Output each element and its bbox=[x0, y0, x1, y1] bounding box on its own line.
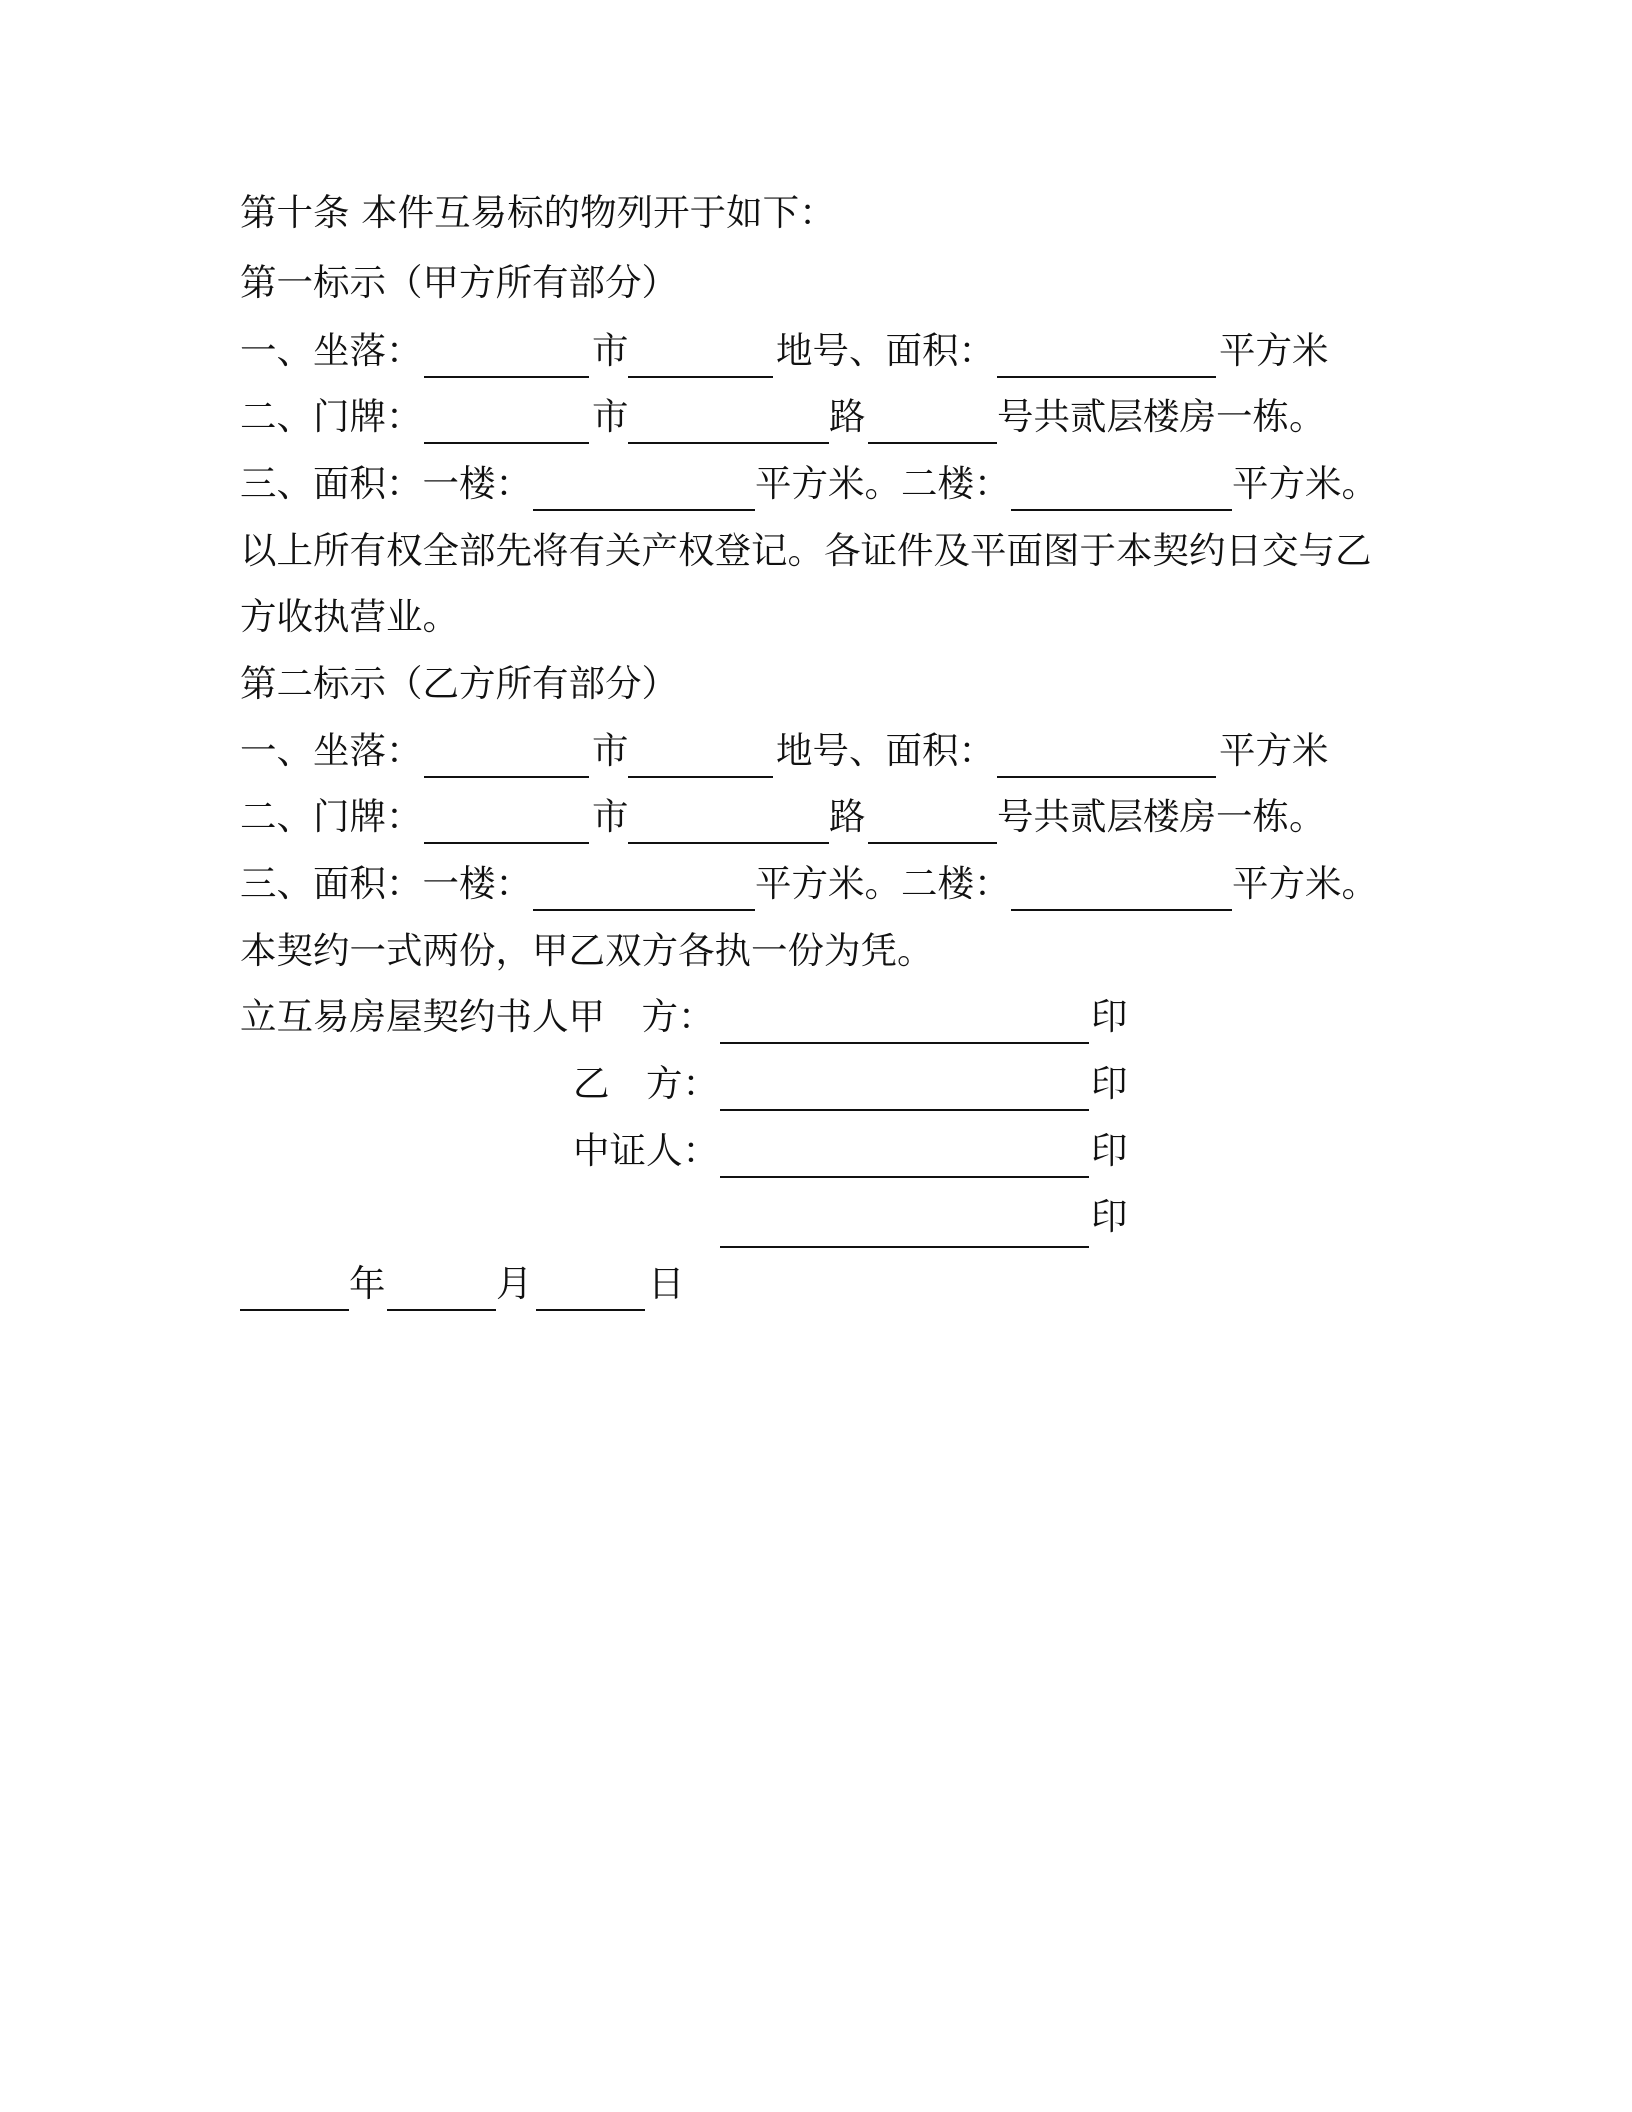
ownership-note-row-1 bbox=[0, 526, 1632, 582]
seal-mark: 印 bbox=[1091, 1129, 1128, 1172]
witness-signature-row bbox=[0, 1126, 1632, 1182]
lot-number-blank bbox=[628, 326, 773, 378]
floor-area-tail: 平方米。 bbox=[1232, 862, 1378, 905]
schedule-1-location-row bbox=[0, 326, 1632, 382]
copies-clause: 本契约一式两份，甲乙双方各执一份为凭。 bbox=[240, 929, 934, 972]
city-suffix: 市 bbox=[592, 795, 629, 838]
city-blank bbox=[424, 726, 589, 778]
schedule-1-door-plate-row bbox=[0, 392, 1632, 448]
road-blank bbox=[628, 792, 829, 844]
city-suffix: 市 bbox=[592, 729, 629, 772]
house-number-blank bbox=[868, 792, 997, 844]
date-row bbox=[0, 1259, 1632, 1315]
area-unit: 平方米 bbox=[1219, 329, 1329, 372]
party-a-signature-row bbox=[0, 992, 1632, 1048]
road-blank bbox=[628, 392, 829, 444]
city-suffix: 市 bbox=[592, 395, 629, 438]
schedule-2-title: 第二标示（乙方所有部分） bbox=[240, 662, 678, 705]
schedule-1-title: 第一标示（甲方所有部分） bbox=[240, 261, 678, 304]
seal-mark: 印 bbox=[1091, 1062, 1128, 1105]
witness-label: 中证人： bbox=[573, 1129, 719, 1172]
schedule-1-title-row bbox=[0, 258, 1632, 314]
party-b-label: 乙 方： bbox=[573, 1062, 719, 1105]
door-plate-tail: 号共贰层楼房一栋。 bbox=[997, 395, 1326, 438]
floor-area-middle: 平方米。二楼： bbox=[755, 862, 1011, 905]
road-suffix: 路 bbox=[829, 395, 866, 438]
location-label: 一、坐落： bbox=[240, 329, 423, 372]
ownership-note-row-2 bbox=[0, 592, 1632, 648]
seal-mark: 印 bbox=[1091, 1195, 1128, 1238]
schedule-2-location-row bbox=[0, 726, 1632, 782]
ownership-note-line-2: 方收执营业。 bbox=[240, 595, 459, 638]
door-plate-label: 二、门牌： bbox=[240, 795, 423, 838]
schedule-2-door-plate-row bbox=[0, 792, 1632, 848]
article-heading: 第十条 本件互易标的物列开于如下： bbox=[240, 191, 836, 234]
lot-area-label: 地号、面积： bbox=[776, 329, 995, 372]
area-unit: 平方米 bbox=[1219, 729, 1329, 772]
party-a-signature-blank bbox=[720, 992, 1089, 1044]
month-blank bbox=[387, 1259, 496, 1311]
house-number-blank bbox=[868, 392, 997, 444]
day-blank bbox=[536, 1259, 645, 1311]
party-a-label: 立互易房屋契约书人甲 方： bbox=[240, 995, 715, 1038]
lot-area-label: 地号、面积： bbox=[776, 729, 995, 772]
year-blank bbox=[240, 1259, 349, 1311]
seal-mark: 印 bbox=[1091, 995, 1128, 1038]
article-heading-row bbox=[0, 188, 1632, 244]
road-suffix: 路 bbox=[829, 795, 866, 838]
floor-area-label: 三、面积：一楼： bbox=[240, 862, 532, 905]
lot-number-blank bbox=[628, 726, 773, 778]
day-label: 日 bbox=[648, 1262, 685, 1305]
area-blank bbox=[997, 726, 1216, 778]
city-suffix: 市 bbox=[592, 329, 629, 372]
ownership-note-line-1: 以上所有权全部先将有关产权登记。各证件及平面图于本契约日交与乙 bbox=[240, 529, 1372, 572]
floor-area-tail: 平方米。 bbox=[1232, 462, 1378, 505]
party-b-signature-blank bbox=[720, 1059, 1089, 1111]
city-blank bbox=[424, 792, 589, 844]
second-floor-area-blank bbox=[1011, 459, 1232, 511]
schedule-1-floor-area-row bbox=[0, 459, 1632, 515]
second-floor-area-blank bbox=[1011, 859, 1232, 911]
year-label: 年 bbox=[349, 1262, 386, 1305]
floor-area-middle: 平方米。二楼： bbox=[755, 462, 1011, 505]
city-blank bbox=[424, 326, 589, 378]
door-plate-tail: 号共贰层楼房一栋。 bbox=[997, 795, 1326, 838]
floor-area-label: 三、面积：一楼： bbox=[240, 462, 532, 505]
month-label: 月 bbox=[496, 1262, 533, 1305]
copies-clause-row bbox=[0, 926, 1632, 982]
schedule-2-title-row bbox=[0, 659, 1632, 715]
extra-witness-signature-row bbox=[0, 1192, 1632, 1248]
location-label: 一、坐落： bbox=[240, 729, 423, 772]
first-floor-area-blank bbox=[533, 459, 755, 511]
extra-witness-signature-blank bbox=[720, 1192, 1089, 1248]
city-blank bbox=[424, 392, 589, 444]
first-floor-area-blank bbox=[533, 859, 755, 911]
witness-signature-blank bbox=[720, 1126, 1089, 1178]
schedule-2-floor-area-row bbox=[0, 859, 1632, 915]
party-b-signature-row bbox=[0, 1059, 1632, 1115]
area-blank bbox=[997, 326, 1216, 378]
door-plate-label: 二、门牌： bbox=[240, 395, 423, 438]
